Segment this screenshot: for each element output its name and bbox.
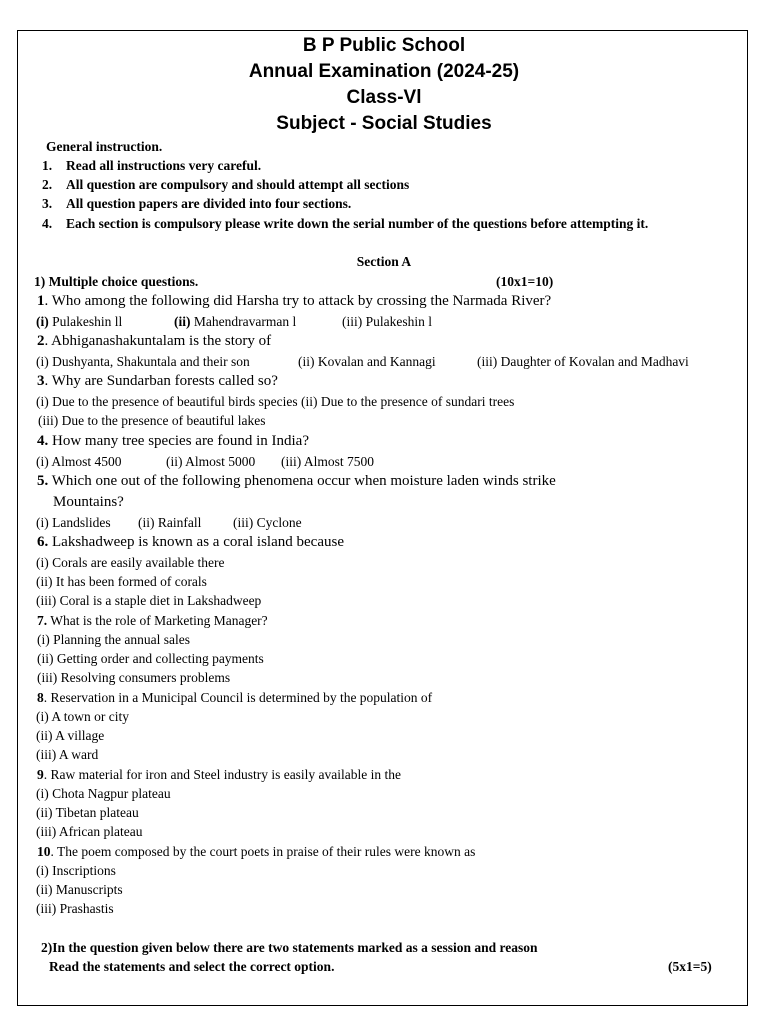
instruction-number: 2.	[42, 177, 53, 192]
marks-label: (10x1=10)	[496, 274, 554, 289]
question-number: 9	[37, 767, 44, 782]
instruction-item	[42, 215, 648, 233]
question	[37, 332, 271, 350]
instruction-number: 3.	[42, 196, 53, 211]
question-text: . Why are Sundarban forests called so?	[44, 373, 278, 389]
option: (ii) Rainfall	[138, 515, 202, 530]
exam-title: Annual Examination (2024-25)	[248, 61, 520, 82]
question-continuation: Mountains?	[53, 494, 124, 510]
question-text: . Abhiganashakuntalam is the story of	[44, 333, 272, 349]
question-number: 7.	[37, 613, 48, 628]
question-text: Which one out of the following phenomena occur when moisture laden winds strike	[48, 473, 556, 489]
instruction-text: All question papers are divided into four sections.	[66, 196, 352, 211]
option: (iii) Almost 7500	[281, 454, 375, 469]
instruction-item	[42, 157, 261, 175]
option: (i) Landslides	[36, 515, 111, 530]
question-text: . Reservation in a Municipal Council is determined by the population of	[43, 690, 433, 705]
question	[37, 372, 278, 390]
option: (iii) Daughter of Kovalan and Madhavi	[477, 354, 689, 369]
question-number: 3	[37, 373, 45, 389]
option	[174, 313, 296, 331]
option: (iii) African plateau	[36, 824, 143, 839]
instructions-title: General instruction.	[46, 139, 163, 154]
option-text: Mahendravarman l	[190, 314, 297, 329]
question	[37, 689, 432, 707]
option-label: (i)	[36, 314, 49, 329]
instruction-text: Read all instructions very careful.	[66, 158, 262, 173]
marks-label: (5x1=5)	[668, 959, 712, 974]
option: (iii) A ward	[36, 747, 99, 762]
instruction-item	[42, 176, 409, 194]
option: (iii) Coral is a staple diet in Lakshadweep	[36, 593, 262, 608]
class-label: Class-Vl	[346, 87, 422, 108]
subject-label: Subject - Social Studies	[276, 113, 492, 134]
option	[36, 313, 122, 331]
section-title: Section A	[356, 254, 412, 269]
question-number: 8	[37, 690, 44, 705]
question	[37, 612, 268, 630]
part-instruction: Read the statements and select the correct option.	[49, 959, 335, 974]
question-text: Lakshadweep is known as a coral island because	[48, 534, 344, 550]
question-number: 5.	[37, 473, 49, 489]
question-number: 2	[37, 333, 45, 349]
option: (iii) Due to the presence of beautiful lakes	[38, 413, 266, 428]
instruction-text: All question are compulsory and should attempt all sections	[66, 177, 410, 192]
instruction-number: 1.	[42, 158, 53, 173]
option: (ii) It has been formed of corals	[36, 574, 207, 589]
option: (ii) A village	[36, 728, 105, 743]
question-number: 6.	[37, 534, 49, 550]
option: (ii) Manuscripts	[36, 882, 123, 897]
question-number: 10	[37, 844, 51, 859]
option: (i) Dushyanta, Shakuntala and their son	[36, 354, 250, 369]
question	[37, 432, 309, 450]
question-text: . The poem composed by the court poets in praise of their rules were known as	[50, 844, 476, 859]
option: (i) Almost 4500	[36, 454, 122, 469]
option: (i) Chota Nagpur plateau	[36, 786, 171, 801]
question-text: How many tree species are found in India?	[48, 433, 309, 449]
option: (iii) Cyclone	[233, 515, 302, 530]
option: (i) Corals are easily available there	[36, 555, 225, 570]
question	[37, 843, 475, 861]
option-label: (ii)	[174, 314, 191, 329]
option: (i) Inscriptions	[36, 863, 116, 878]
part-label: 2)In the question given below there are two statements marked as a session and reason	[41, 940, 538, 955]
question	[37, 533, 344, 551]
question	[37, 766, 401, 784]
option: (ii) Kovalan and Kannagi	[298, 354, 436, 369]
instruction-item	[42, 195, 351, 213]
option: (ii) Getting order and collecting payments	[37, 651, 264, 666]
instruction-number: 4.	[42, 216, 53, 231]
question-number: 4.	[37, 433, 49, 449]
option: (i) A town or city	[36, 709, 129, 724]
option: (iii) Pulakeshin l	[342, 314, 432, 329]
question-text: . Who among the following did Harsha try to attack by crossing the Narmada River?	[44, 293, 552, 309]
option: (iii) Resolving consumers problems	[37, 670, 231, 685]
option-text: Pulakeshin ll	[48, 314, 123, 329]
part-label: 1) Multiple choice questions.	[34, 274, 199, 289]
question-text: . Raw material for iron and Steel industry is easily available in the	[43, 767, 402, 782]
school-name: B P Public School	[302, 35, 466, 56]
instruction-text: Each section is compulsory please write down the serial number of the questions before attempting it.	[66, 216, 649, 231]
option: (iii) Prashastis	[36, 901, 114, 916]
question	[37, 292, 551, 310]
question	[37, 472, 556, 490]
option: (i) Due to the presence of beautiful birds species (ii) Due to the presence of sundari trees	[36, 394, 515, 409]
question-number: 1	[37, 293, 45, 309]
option: (ii) Almost 5000	[166, 454, 256, 469]
option: (ii) Tibetan plateau	[36, 805, 139, 820]
question-text: What is the role of Marketing Manager?	[47, 613, 268, 628]
option: (i) Planning the annual sales	[37, 632, 190, 647]
